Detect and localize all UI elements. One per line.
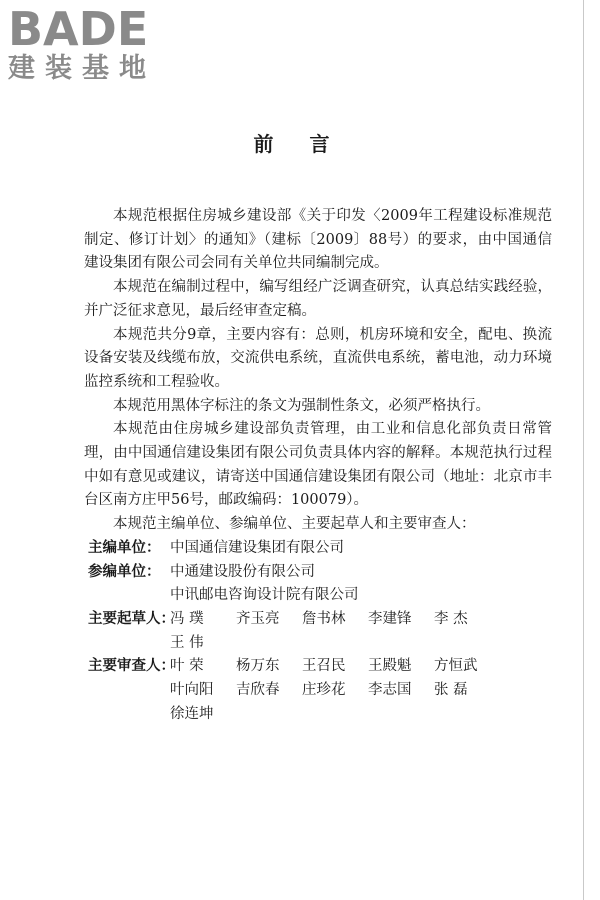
drafters-label: 主要起草人： [88, 610, 175, 627]
chief-editor-label: 主编单位： [88, 539, 161, 556]
paragraph: 本规范根据住房城乡建设部《关于印发〈2009年工程建设标准规范制定、修订计划〉的通知》（建标〔2009〕88号）的要求，由中国通信建设集团有限公司会同有关单位共同编制完成。 [84, 208, 552, 272]
drafter-name: 齐玉亮 [236, 610, 280, 627]
reviewer-name: 方恒武 [434, 658, 478, 675]
logo-subtitle: 建装基地 [8, 53, 156, 84]
paragraph: 本规范由住房城乡建设部负责管理，由工业和信息化部负责日常管理，由中国通信建设集团有限公司负责具体内容的解释。本规范执行过程中如有意见或建议，请寄送中国通信建设集团有限公司（地址：北京市丰台区南方庄甲56号，邮政编码：100079）。 [84, 421, 552, 509]
paragraph: 本规范在编制过程中，编写组经广泛调查研究，认真总结实践经验，并广泛征求意见，最后经审查定稿。 [84, 279, 552, 319]
contributors-list [84, 537, 552, 727]
page-edge-rule [583, 0, 584, 900]
paragraph: 本规范用黑体字标注的条文为强制性条文，必须严格执行。 [113, 397, 490, 414]
preface-body [84, 205, 552, 726]
page-title: 前言 [253, 132, 366, 156]
participating-label: 参编单位： [88, 563, 161, 580]
reviewer-name: 王召民 [302, 658, 346, 675]
drafter-name: 李 杰 [434, 610, 468, 627]
reviewer-name: 杨万东 [236, 658, 280, 675]
reviewer-name: 王殿魁 [368, 658, 412, 675]
reviewers-label: 主要审查人： [88, 658, 175, 675]
reviewer-name: 庄珍花 [302, 682, 346, 699]
paragraph: 本规范共分9章，主要内容有：总则，机房环境和安全，配电、换流设备安装及线缆布放，交流供电系统，直流供电系统，蓄电池，动力环境监控系统和工程验收。 [84, 326, 552, 390]
reviewer-name: 吉欣春 [236, 682, 280, 699]
participating-row [84, 561, 552, 608]
reviewer-name: 叶向阳 [170, 682, 214, 699]
drafter-name: 冯 璞 [170, 610, 204, 627]
reviewer-name: 李志国 [368, 682, 412, 699]
reviewers-row [84, 655, 552, 726]
reviewer-name: 徐连坤 [170, 705, 214, 722]
drafter-name: 王 伟 [170, 634, 204, 651]
drafter-name: 李建锋 [368, 610, 412, 627]
reviewer-name: 张 磊 [434, 682, 468, 699]
reviewer-name: 叶 荣 [170, 658, 204, 675]
paragraph: 本规范主编单位、参编单位、主要起草人和主要审查人： [113, 516, 476, 533]
participating-unit: 中通建设股份有限公司 [170, 563, 315, 580]
chief-editor-value: 中国通信建设集团有限公司 [170, 539, 344, 556]
drafters-row [84, 608, 552, 655]
publisher-logo [8, 2, 156, 84]
logo-wordmark: BADE [8, 2, 149, 56]
chief-editor-row [84, 537, 552, 561]
drafter-name: 詹书林 [302, 610, 346, 627]
participating-unit: 中讯邮电咨询设计院有限公司 [170, 587, 359, 604]
